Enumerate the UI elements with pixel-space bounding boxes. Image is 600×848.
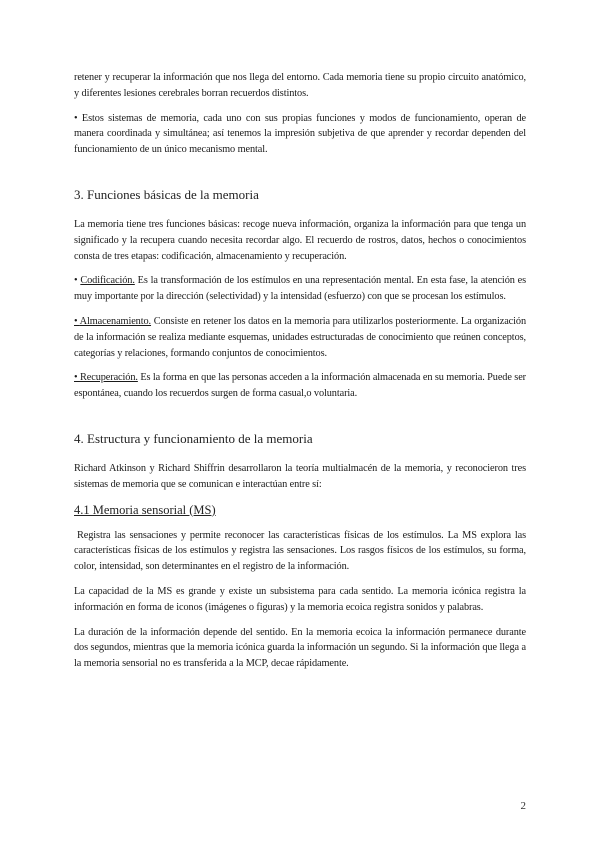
section-heading: 3. Funciones básicas de la memoria [74,186,259,202]
term-description: Es la transformación de los estímulos en una representación mental. En esta fase, la atención es muy importante por la dirección (selectividad) y la intensidad (esfuerzo) con que se procesan los estímulos. [74,275,526,303]
bullet-marker: • [74,315,80,327]
term-recuperacion: Recuperación. [79,372,138,384]
paragraph: Registra las sensaciones y permite reconocer las características físicas de los estímulos. La MS explora las características físicas de los estímulos y registra las sensaciones. Los rasgos físicos de los estímulos, su forma, color, intensidad, son determinantes en el registro de la información. [74,529,526,573]
paragraph: La capacidad de la MS es grande y existe un subsistema para cada sentido. La memoria icónica registra la información en forma de iconos (imágenes o figuras) y la memoria ecoica registra sonidos y palabras. [74,585,526,613]
term-almacenamiento: Almacenamiento. [79,315,152,327]
bullet-paragraph [74,314,526,361]
bullet-marker: • [74,372,80,384]
paragraph: La memoria tiene tres funciones básicas: recoge nueva información, organiza la información para que tenga un significado y la recupera cuando necesita recordar algo. El recuerdo de rostros, datos, hechos o conocimientos consta de tres etapas: codificación, almacenamiento y recuperación. [74,218,526,262]
page-number: 2 [520,800,526,812]
term-codificacion: Codificación. [80,275,135,287]
term-description: Consiste en retener los datos en la memoria para utilizarlos posteriormente. La organización de la información se realiza mediante esquemas, unidades estructuradas de conocimiento que reúnen conceptos, categorías y relaciones, formando conjuntos de conocimientos. [74,315,526,359]
paragraph: retener y recuperar la información que nos llega del entorno. Cada memoria tiene su propio circuito anatómico, y diferentes lesiones cerebrales borran recuerdos distintos. [74,72,526,99]
paragraph: Richard Atkinson y Richard Shiffrin desarrollaron la teoría multialmacén de la memoria, y reconocieron tres sistemas de memoria que se comunican e interactúan entre sí: [74,462,526,490]
bullet-paragraph [74,273,526,305]
section-heading: 4. Estructura y funcionamiento de la memoria [74,430,313,446]
paragraph: • Estos sistemas de memoria, cada uno con sus propias funciones y modos de funcionamiento, operan de manera coordinada y simultánea; así tenemos la impresión subjetiva de que aprender y recordar dependen del funcionamiento de un único mecanismo mental. [74,112,526,156]
bullet-paragraph [74,370,526,402]
paragraph: La duración de la información depende del sentido. En la memoria ecoica la información permanece durante dos segundos, mientras que la memoria icónica guarda la información un segundo. Si la información que llega a la memoria sensorial no es transferida a la MCP, decae rápidamente. [74,626,526,670]
page-content [74,70,526,672]
subsection-heading: 4.1 Memoria sensorial (MS) [74,502,216,517]
bullet-marker: • [74,275,81,287]
term-description: Es la forma en que las personas acceden a la información almacenada en su memoria. Puede ser espontánea, cuando los recuerdos surgen de forma casual,o voluntaria. [74,372,526,400]
